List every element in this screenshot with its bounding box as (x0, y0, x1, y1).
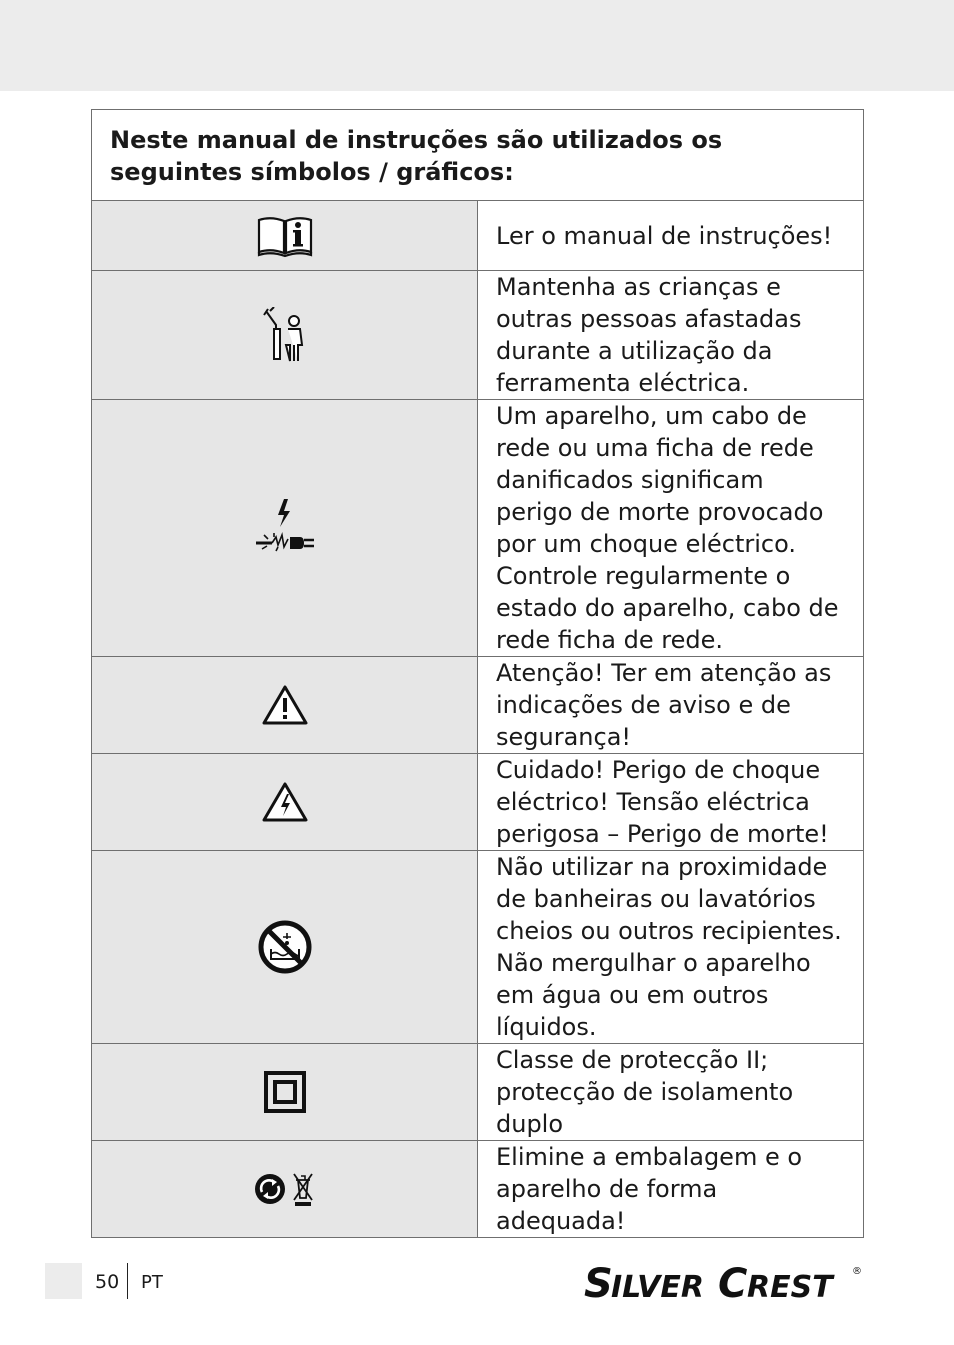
footer-marker (45, 1263, 82, 1299)
table-row (92, 271, 864, 400)
svg-text:C: C (718, 1261, 748, 1304)
svg-text:S: S (584, 1261, 613, 1304)
table-row (92, 400, 864, 657)
symbol-description: Cuidado! Perigo de choque eléctrico! Tensão eléctrica perigosa – Perigo de morte! (478, 754, 864, 851)
svg-text:REST: REST (747, 1270, 833, 1304)
symbol-description: Classe de protecção II; protecção de isolamento duplo (478, 1044, 864, 1141)
silvercrest-logo (584, 1260, 864, 1304)
protection-class-ii-icon (263, 1070, 307, 1114)
table-row (92, 1044, 864, 1141)
svg-text:®: ® (852, 1266, 862, 1277)
symbols-table (91, 109, 864, 1238)
symbol-description: Mantenha as crianças e outras pessoas afastadas durante a utilização da ferramenta eléctrica. (478, 271, 864, 400)
damaged-plug-electric-shock-icon (254, 497, 316, 559)
warning-triangle-icon (262, 685, 308, 725)
table-header-row (92, 110, 864, 201)
symbol-description: Elimine a embalagem e o aparelho de forma adequada! (478, 1141, 864, 1238)
page-number: 50 (95, 1271, 120, 1293)
table-row (92, 1141, 864, 1238)
table-row (92, 754, 864, 851)
no-bathtub-water-icon (257, 919, 313, 975)
table-row (92, 851, 864, 1044)
footer-divider (127, 1263, 128, 1299)
symbol-description: Ler o manual de instruções! (478, 201, 864, 271)
symbol-description: Não utilizar na proximidade de banheiras ou lavatórios cheios ou outros recipientes. Não mergulhar o aparelho em água ou em outros líquidos. (478, 851, 864, 1044)
read-manual-icon (256, 214, 314, 258)
recycle-weee-icon (254, 1170, 316, 1208)
page-language: PT (141, 1272, 163, 1293)
top-margin-band (0, 0, 954, 91)
keep-bystanders-away-icon (262, 307, 308, 363)
table-title: Neste manual de instruções são utilizados os seguintes símbolos / gráficos: (92, 110, 864, 201)
symbol-description: Atenção! Ter em atenção as indicações de aviso e de segurança! (478, 657, 864, 754)
high-voltage-warning-icon (262, 782, 308, 822)
symbol-description: Um aparelho, um cabo de rede ou uma ficha de rede danificados significam perigo de morte provocado por um choque eléctrico. Controle regularmente o estado do aparelho, cabo de rede ficha de rede. (478, 400, 864, 657)
table-row (92, 657, 864, 754)
table-row (92, 201, 864, 271)
svg-text:ILVER: ILVER (611, 1270, 704, 1304)
